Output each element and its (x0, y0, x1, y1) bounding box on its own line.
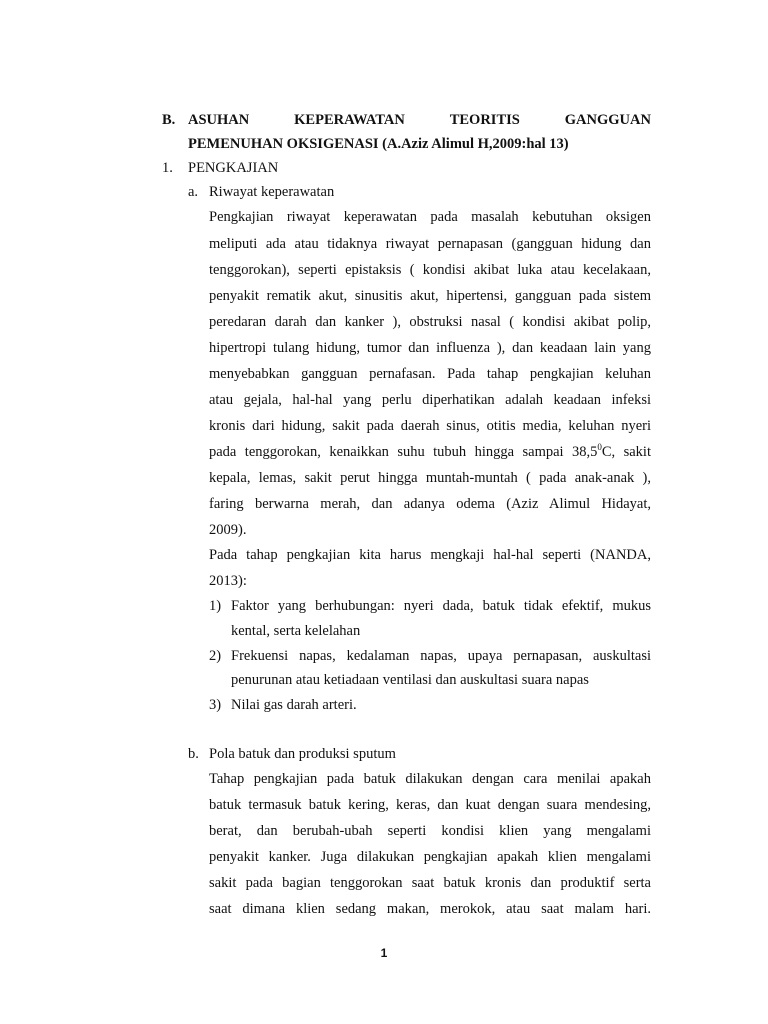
title-word: KEPERAWATAN (294, 112, 405, 128)
paragraph-line-temperature (209, 442, 651, 462)
paragraph-line: Tahap pengkajian pada batuk dilakukan dengan cara menilai apakah (209, 771, 651, 787)
paragraph-line: penyakit rematik akut, sinusitis akut, hipertensi, gangguan pada sistem (209, 288, 651, 304)
temp-text-after: C, sakit (601, 444, 651, 460)
page-number: 1 (380, 946, 388, 960)
degree-superscript: 0 (597, 442, 602, 452)
paragraph-line: saat dimana klien sedang makan, merokok, atau saat malam hari. (209, 901, 651, 917)
paragraph-line: meliputi ada atau tidaknya riwayat pernapasan (gangguan hidung dan (209, 236, 651, 252)
paragraph-line: faring berwarna merah, dan adanya odema (Aziz Alimul Hidayat, (209, 496, 651, 512)
list-item-number: 3) (209, 697, 222, 713)
paragraph-line: peredaran darah dan kanker ), obstruksi nasal ( kondisi akibat polip, (209, 314, 651, 330)
list-item-line: Frekuensi napas, kedalaman napas, upaya pernapasan, auskultasi (231, 648, 651, 664)
list-item-line: Nilai gas darah arteri. (231, 697, 357, 713)
paragraph-line: hipertropi tulang hidung, tumor dan influenza ), dan keadaan lain yang (209, 340, 651, 356)
subsection-title: Pola batuk dan produksi sputum (209, 746, 396, 762)
subsection-label: a. (188, 184, 199, 200)
list-item-number: 1) (209, 598, 222, 614)
list-item-number: 2) (209, 648, 222, 664)
list-item-line: penurunan atau ketiadaan ventilasi dan auskultasi suara napas (231, 672, 589, 688)
title-word: TEORITIS (449, 112, 520, 128)
section-label: B. (162, 112, 176, 128)
paragraph-line: atau gejala, hal-hal yang perlu diperhatikan adalah keadaan infeksi (209, 392, 651, 408)
paragraph-line: kepala, lemas, sakit perut hingga muntah-muntah ( pada anak-anak ), (209, 470, 651, 486)
item-title: PENGKAJIAN (188, 160, 279, 176)
paragraph-line: batuk termasuk batuk kering, keras, dan kuat dengan suara mendesing, (209, 797, 651, 813)
paragraph-line: berat, dan berubah-ubah seperti kondisi klien yang mengalami (209, 823, 651, 839)
section-title-line-1 (188, 110, 651, 130)
paragraph-line: menyebabkan gangguan pernafasan. Pada tahap pengkajian keluhan (209, 366, 651, 382)
item-number: 1. (162, 160, 173, 176)
paragraph-line-last: 2013): (209, 573, 247, 589)
title-word: GANGGUAN (564, 112, 651, 128)
subsection-title: Riwayat keperawatan (209, 184, 335, 200)
paragraph-line: Pada tahap pengkajian kita harus mengkaji hal-hal seperti (NANDA, (209, 547, 651, 563)
list-item-line: Faktor yang berhubungan: nyeri dada, batuk tidak efektif, mukus (231, 598, 651, 614)
subsection-label: b. (188, 746, 199, 762)
list-item-line: kental, serta kelelahan (231, 623, 361, 639)
paragraph-line: kronis dari hidung, sakit pada daerah sinus, otitis media, keluhan nyeri (209, 418, 651, 434)
paragraph-line: sakit pada bagian tenggorokan saat batuk kronis dan produktif serta (209, 875, 651, 891)
paragraph-line: penyakit kanker. Juga dilakukan pengkajian apakah klien mengalami (209, 849, 651, 865)
section-title-line-2: PEMENUHAN OKSIGENASI (A.Aziz Alimul H,2009:hal 13) (188, 136, 569, 152)
paragraph-line: Pengkajian riwayat keperawatan pada masalah kebutuhan oksigen (209, 209, 651, 225)
paragraph-line: tenggorokan), seperti epistaksis ( kondisi akibat luka atau kecelakaan, (209, 262, 651, 278)
paragraph-line-last: 2009). (209, 522, 247, 538)
title-word: ASUHAN (188, 112, 250, 128)
temp-text-before: pada tenggorokan, kenaikkan suhu tubuh hingga sampai 38,5 (209, 444, 598, 460)
